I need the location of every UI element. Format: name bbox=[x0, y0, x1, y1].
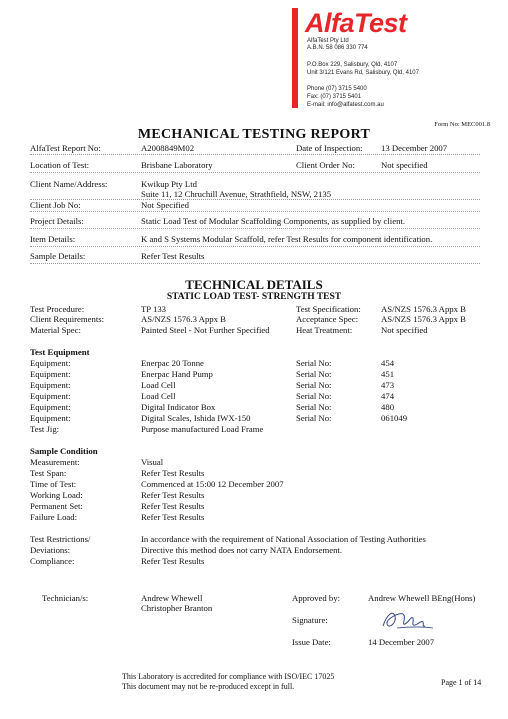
material-spec-value: Painted Steel - Not Further Specified bbox=[141, 325, 270, 335]
equipment-value: Digital Scales, Ishida IWX-150 bbox=[141, 413, 251, 423]
equipment-label: Equipment: bbox=[30, 391, 71, 401]
brand-color-bar bbox=[292, 8, 298, 108]
equipment-value: Load Cell bbox=[141, 391, 176, 401]
equipment-value: Digital Indicator Box bbox=[141, 402, 216, 412]
serial-value: 451 bbox=[381, 369, 395, 379]
heat-treatment-label: Heat Treatment: bbox=[296, 325, 353, 335]
serial-value: 061049 bbox=[381, 413, 408, 423]
serial-label: Serial No: bbox=[296, 391, 332, 401]
restrictions-label: Test Restrictions/ bbox=[30, 534, 91, 544]
test-procedure-value: TP 133 bbox=[141, 304, 167, 314]
deviations-value: Directive this method does not carry NATA Endorsement. bbox=[141, 545, 342, 555]
divider bbox=[30, 172, 480, 173]
sample-condition-heading: Sample Condition bbox=[30, 446, 98, 456]
serial-value: 454 bbox=[381, 358, 395, 368]
time-of-test-value: Commenced at 15:00 12 December 2007 bbox=[141, 479, 284, 489]
serial-label: Serial No: bbox=[296, 380, 332, 390]
client-order-value: Not specified bbox=[381, 160, 428, 170]
permanent-set-value: Refer Test Results bbox=[141, 501, 205, 511]
issue-date-label: Issue Date: bbox=[292, 637, 331, 647]
signature-label: Signature: bbox=[292, 615, 328, 625]
test-procedure-label: Test Procedure: bbox=[30, 304, 85, 314]
test-span-label: Test Span: bbox=[30, 468, 67, 478]
client-req-label: Client Requirements: bbox=[30, 314, 105, 324]
client-order-label: Client Order No: bbox=[296, 160, 355, 170]
company-abn: A.B.N. 58 086 330 774 bbox=[307, 45, 368, 51]
material-spec-label: Material Spec: bbox=[30, 325, 81, 335]
report-no-label: AlfaTest Report No: bbox=[30, 143, 101, 153]
measurement-label: Measurement: bbox=[30, 457, 80, 467]
compliance-label: Compliance: bbox=[30, 556, 75, 566]
company-logo: AlfaTest bbox=[305, 8, 407, 38]
company-email: E-mail: info@alfatest.com.au bbox=[307, 102, 384, 108]
test-span-value: Refer Test Results bbox=[141, 468, 205, 478]
inspection-date-value: 13 December 2007 bbox=[381, 143, 448, 153]
measurement-value: Visual bbox=[141, 457, 164, 467]
sample-details-label: Sample Details: bbox=[30, 251, 86, 261]
heat-treatment-value: Not specified bbox=[381, 325, 428, 335]
test-spec-value: AS/NZS 1576.3 Appx B bbox=[381, 304, 466, 314]
working-load-label: Working Load: bbox=[30, 490, 83, 500]
divider bbox=[30, 246, 480, 247]
item-details-value: K and S Systems Modular Scaffold, refer Test Results for component identification. bbox=[141, 234, 433, 244]
technician-name-1: Andrew Whewell bbox=[141, 593, 203, 603]
equipment-value: Enerpac Hand Pump bbox=[141, 369, 213, 379]
company-fax: Fax: (07) 3715 5401 bbox=[307, 94, 362, 100]
report-no-value: A2008849M02 bbox=[141, 143, 195, 153]
company-name: AlfaTest Pty Ltd bbox=[307, 38, 349, 44]
signature-image bbox=[377, 604, 437, 634]
divider bbox=[30, 154, 480, 155]
divider bbox=[30, 199, 480, 200]
technical-details-subtitle: STATIC LOAD TEST- STRENGTH TEST bbox=[166, 292, 342, 302]
technical-details-title: TECHNICAL DETAILS bbox=[185, 277, 323, 292]
working-load-value: Refer Test Results bbox=[141, 490, 205, 500]
acceptance-spec-label: Acceptance Spec: bbox=[296, 314, 358, 324]
approved-by-label: Approved by: bbox=[292, 593, 341, 603]
serial-value: 474 bbox=[381, 391, 395, 401]
approved-by-value: Andrew Whewell BEng(Hons) bbox=[368, 593, 476, 603]
permanent-set-label: Permanent Set: bbox=[30, 501, 83, 511]
project-details-label: Project Details: bbox=[30, 216, 84, 226]
accreditation-note: This Laboratory is accredited for compliance with ISO/IEC 17025 bbox=[122, 672, 335, 681]
issue-date-value: 14 December 2007 bbox=[368, 637, 435, 647]
project-details-value: Static Load Test of Modular Scaffolding Components, as supplied by client. bbox=[141, 216, 406, 226]
location-label: Location of Test: bbox=[30, 160, 90, 170]
serial-value: 480 bbox=[381, 402, 395, 412]
serial-label: Serial No: bbox=[296, 358, 332, 368]
report-title: MECHANICAL TESTING REPORT bbox=[137, 127, 371, 142]
time-of-test-label: Time of Test: bbox=[30, 479, 77, 489]
test-spec-label: Test Specification: bbox=[296, 304, 361, 314]
serial-label: Serial No: bbox=[296, 413, 332, 423]
company-street-address: Unit 3/121 Evans Rd, Salisbury, Qld, 4107 bbox=[307, 70, 419, 76]
item-details-label: Item Details: bbox=[30, 234, 76, 244]
serial-label: Serial No: bbox=[296, 369, 332, 379]
equipment-label: Equipment: bbox=[30, 413, 71, 423]
equipment-value: Load Cell bbox=[141, 380, 176, 390]
technician-label: Technician/s: bbox=[42, 593, 89, 603]
client-name-value: Kwikup Pty Ltd bbox=[141, 179, 197, 189]
acceptance-spec-value: AS/NZS 1576.3 Appx B bbox=[381, 314, 466, 324]
client-address-value: Suite 11, 12 Chruchill Avenue, Strathfield, NSW, 2135 bbox=[141, 189, 332, 199]
test-jig-label: Test Jig: bbox=[30, 424, 60, 434]
test-equipment-heading: Test Equipment bbox=[30, 347, 90, 357]
reproduction-note: This document may not be re-produced except in full. bbox=[122, 682, 295, 691]
equipment-label: Equipment: bbox=[30, 380, 71, 390]
client-req-value: AS/NZS 1576.3 Appx B bbox=[141, 314, 226, 324]
failure-load-value: Refer Test Results bbox=[141, 512, 205, 522]
divider bbox=[30, 263, 480, 264]
company-phone: Phone (07) 3715 5400 bbox=[307, 86, 367, 92]
divider bbox=[30, 228, 480, 229]
equipment-value: Enerpac 20 Tonne bbox=[141, 358, 204, 368]
sample-details-value: Refer Test Results bbox=[141, 251, 205, 261]
technician-name-2: Christopher Branton bbox=[141, 603, 213, 613]
deviations-label: Deviations: bbox=[30, 545, 71, 555]
location-value: Brisbane Laboratory bbox=[141, 160, 213, 170]
restrictions-value: In accordance with the requirement of National Association of Testing Authorities bbox=[141, 534, 426, 544]
inspection-date-label: Date of Inspection: bbox=[296, 143, 363, 153]
equipment-label: Equipment: bbox=[30, 358, 71, 368]
client-name-label: Client Name/Address: bbox=[30, 179, 108, 189]
test-jig-value: Purpose manufactured Load Frame bbox=[141, 424, 264, 434]
serial-label: Serial No: bbox=[296, 402, 332, 412]
compliance-value: Refer Test Results bbox=[141, 556, 205, 566]
divider bbox=[30, 211, 480, 212]
failure-load-label: Failure Load: bbox=[30, 512, 78, 522]
page-number: Page 1 of 14 bbox=[441, 678, 482, 687]
client-job-value: Not Specified bbox=[141, 200, 190, 210]
serial-value: 473 bbox=[381, 380, 395, 390]
client-job-label: Client Job No: bbox=[30, 200, 81, 210]
equipment-label: Equipment: bbox=[30, 402, 71, 412]
company-po-box: P.O.Box 229, Salisbury, Qld, 4107 bbox=[307, 62, 398, 68]
equipment-label: Equipment: bbox=[30, 369, 71, 379]
form-number: Form No: MEC001.8 bbox=[434, 121, 490, 128]
